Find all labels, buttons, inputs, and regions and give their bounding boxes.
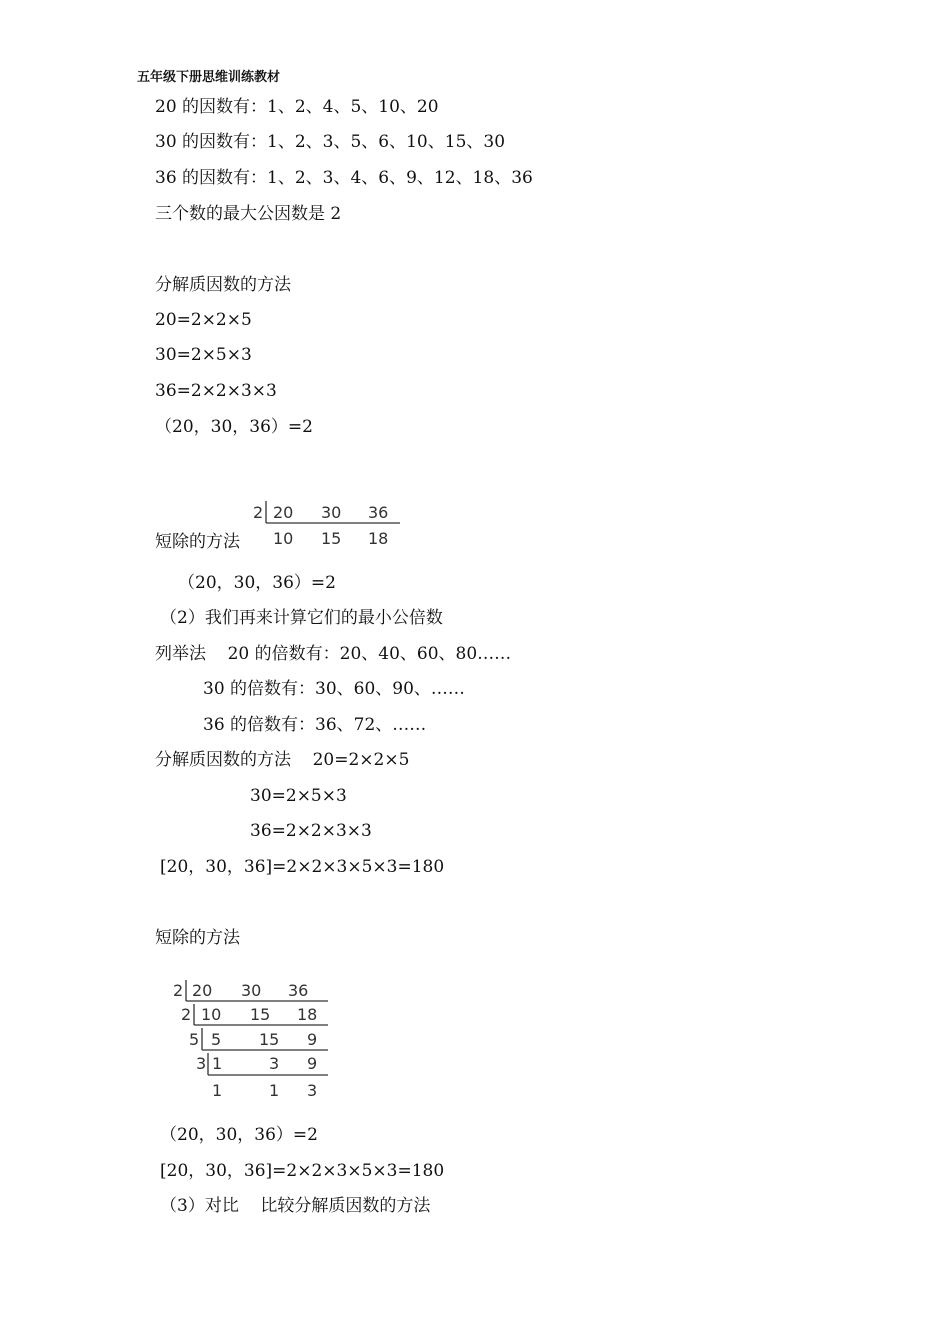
division2-r2-c: 18: [297, 1005, 318, 1024]
division2-r2-a: 10: [201, 1005, 222, 1024]
division2-r5-b: 1: [269, 1081, 280, 1100]
factors-of-30: 30 的因数有：1、2、3、5、6、10、15、30: [155, 132, 506, 152]
division1-divisor: 2: [253, 503, 264, 522]
division1-row2-b: 15: [321, 529, 342, 548]
division1-row1-b: 30: [321, 503, 342, 522]
division2-divisor-3: 5: [189, 1030, 200, 1049]
division1-row2-a: 10: [273, 529, 294, 548]
factorization-36: 36=2×2×3×3: [155, 381, 277, 401]
multiples-of-20: 列举法 20 的倍数有：20、40、60、80……: [155, 644, 512, 664]
short-division-figure-1: [248, 498, 408, 552]
division2-r1-b: 30: [241, 981, 262, 1000]
section-compare: （3）对比 比较分解质因数的方法: [160, 1196, 431, 1216]
division1-row2-c: 18: [368, 529, 389, 548]
factors-of-20: 20 的因数有：1、2、4、5、10、20: [155, 97, 439, 117]
gcd-result-2: （20，30，36）=2: [178, 573, 336, 593]
gcd-result-1: （20，30，36）=2: [155, 417, 313, 437]
short-division-figure-2: [168, 976, 338, 1106]
division2-r4-b: 3: [269, 1054, 280, 1073]
lcm-result-2: [20，30，36]=2×2×3×5×3=180: [160, 1161, 445, 1181]
page-header-title: 五年级下册思维训练教材: [137, 70, 281, 85]
division2-r5-a: 1: [212, 1081, 223, 1100]
division2-r3-a: 5: [211, 1030, 222, 1049]
division2-r4-c: 9: [307, 1054, 318, 1073]
division1-row1-c: 36: [368, 503, 389, 522]
section-short-division: 短除的方法: [155, 532, 240, 552]
lcm-factorization-20: 分解质因数的方法 20=2×2×5: [155, 750, 410, 770]
gcd-statement: 三个数的最大公因数是 2: [155, 204, 342, 224]
division2-divisor-4: 3: [196, 1054, 207, 1073]
section-short-division-2: 短除的方法: [155, 928, 240, 948]
division2-r4-a: 1: [212, 1054, 223, 1073]
lcm-factorization-30: 30=2×5×3: [250, 786, 347, 806]
factorization-20: 20=2×2×5: [155, 310, 252, 330]
division1-row1-a: 20: [273, 503, 294, 522]
division2-r2-b: 15: [250, 1005, 271, 1024]
division2-r5-c: 3: [307, 1081, 318, 1100]
factors-of-36: 36 的因数有：1、2、3、4、6、9、12、18、36: [155, 168, 533, 188]
division2-r1-c: 36: [288, 981, 309, 1000]
multiples-of-30: 30 的倍数有：30、60、90、……: [203, 679, 465, 699]
section-lcm-heading: （2）我们再来计算它们的最小公倍数: [160, 608, 443, 628]
multiples-of-36: 36 的倍数有：36、72、……: [203, 715, 427, 735]
gcd-result-3: （20，30，36）=2: [160, 1125, 318, 1145]
division2-r3-b: 15: [259, 1030, 280, 1049]
lcm-factorization-36: 36=2×2×3×3: [250, 821, 372, 841]
division2-r3-c: 9: [307, 1030, 318, 1049]
division2-r1-a: 20: [192, 981, 213, 1000]
section-prime-factorization: 分解质因数的方法: [155, 275, 291, 295]
division2-divisor-2: 2: [181, 1005, 192, 1024]
division2-divisor-1: 2: [173, 981, 184, 1000]
lcm-result-1: [20，30，36]=2×2×3×5×3=180: [160, 857, 445, 877]
factorization-30: 30=2×5×3: [155, 345, 252, 365]
